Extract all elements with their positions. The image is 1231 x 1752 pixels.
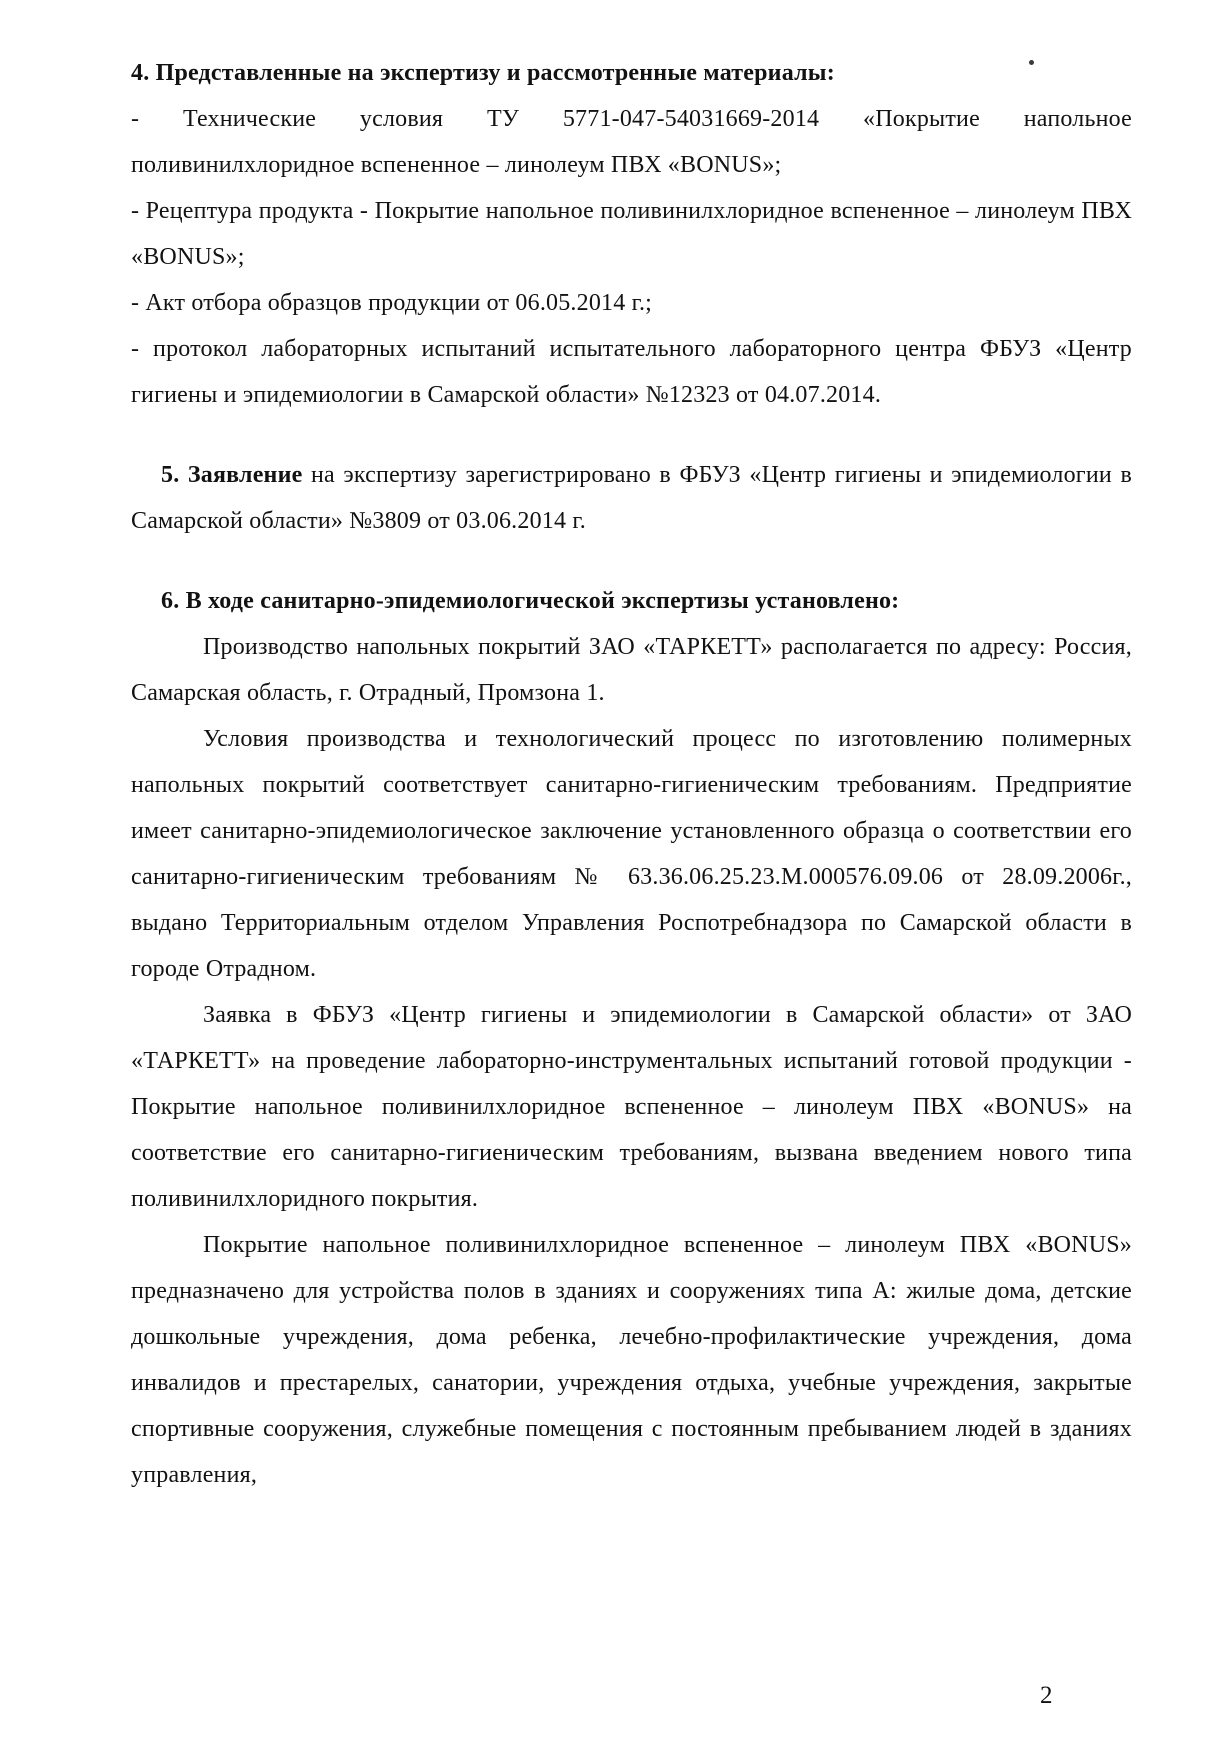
text-run: - Акт отбора образцов продукции от 06.05.2014 г.; xyxy=(131,290,653,316)
paragraph-section xyxy=(131,452,1132,544)
text-run: - Рецептура продукта - Покрытие напольное поливинилхлоридное вспененное – линолеум ПВХ «BONUS»; xyxy=(131,198,1132,270)
paragraph-body xyxy=(131,716,1132,992)
paragraph-list xyxy=(131,96,1132,188)
paragraph-section xyxy=(131,578,1132,624)
paragraph-list xyxy=(131,326,1132,418)
text-run: Условия производства и технологический процесс по изготовлению полимерных напольных покрытий соответствует санитарно-гигиеническим требованиям. Предприятие имеет санитарно-эпидемиологическое заключение установленного образца о соответствии его санитарно-гигиеническим требованиям № 63.36.06.25.23.М.000576.09.06 от 28.09.2006г., выдано Территориальным отделом Управления Роспотребнадзора по Самарской области в городе Отрадном. xyxy=(131,726,1132,982)
page-number: 2 xyxy=(1040,1682,1053,1709)
text-run: - протокол лабораторных испытаний испытательного лабораторного центра ФБУЗ «Центр гигиены и эпидемиологии в Самарской области» №12323 от 04.07.2014. xyxy=(131,336,1132,408)
text-run: Покрытие напольное поливинилхлоридное вспененное – линолеум ПВХ «BONUS» предназначено для устройства полов в зданиях и сооружениях типа А: жилые дома, детские дошкольные учреждения, дома ребенка, лечебно-профилактические учреждения, дома инвалидов и престарелых, санатории, учреждения отдыха, учебные учреждения, закрытые спортивные сооружения, служебные помещения с постоянным пребыванием людей в зданиях управления, xyxy=(131,1232,1132,1488)
text-run: на экспертизу зарегистрировано в ФБУЗ «Центр гигиены и эпидемиологии в Самарской области» №3809 от 03.06.2014 г. xyxy=(131,462,1132,534)
text-run-bold: 6. В ходе санитарно-эпидемиологической экспертизы установлено: xyxy=(161,588,900,614)
text-run-bold: 5. Заявление xyxy=(161,462,303,488)
paragraph-body xyxy=(131,624,1132,716)
paragraph-list xyxy=(131,280,1132,326)
paragraph-body xyxy=(131,992,1132,1222)
paragraph-list xyxy=(131,188,1132,280)
paragraph-body xyxy=(131,1222,1132,1498)
text-run: - Технические условия ТУ 5771-047-54031669-2014 «Покрытие напольное поливинилхлоридное вспененное – линолеум ПВХ «BONUS»; xyxy=(131,106,1132,178)
text-run-bold: 4. Представленные на экспертизу и рассмотренные материалы: xyxy=(131,60,835,86)
text-run: Производство напольных покрытий ЗАО «ТАРКЕТТ» располагается по адресу: Россия, Самарская область, г. Отрадный, Промзона 1. xyxy=(131,634,1132,706)
paragraph-heading xyxy=(131,50,1132,96)
document-body xyxy=(131,50,1132,1498)
text-run: Заявка в ФБУЗ «Центр гигиены и эпидемиологии в Самарской области» от ЗАО «ТАРКЕТТ» на проведение лабораторно-инструментальных испытаний готовой продукции - Покрытие напольное поливинилхлоридное вспененное – линолеум ПВХ «BONUS» на соответствие его санитарно-гигиеническим требованиям, вызвана введением нового типа поливинилхлоридного покрытия. xyxy=(131,1002,1132,1212)
